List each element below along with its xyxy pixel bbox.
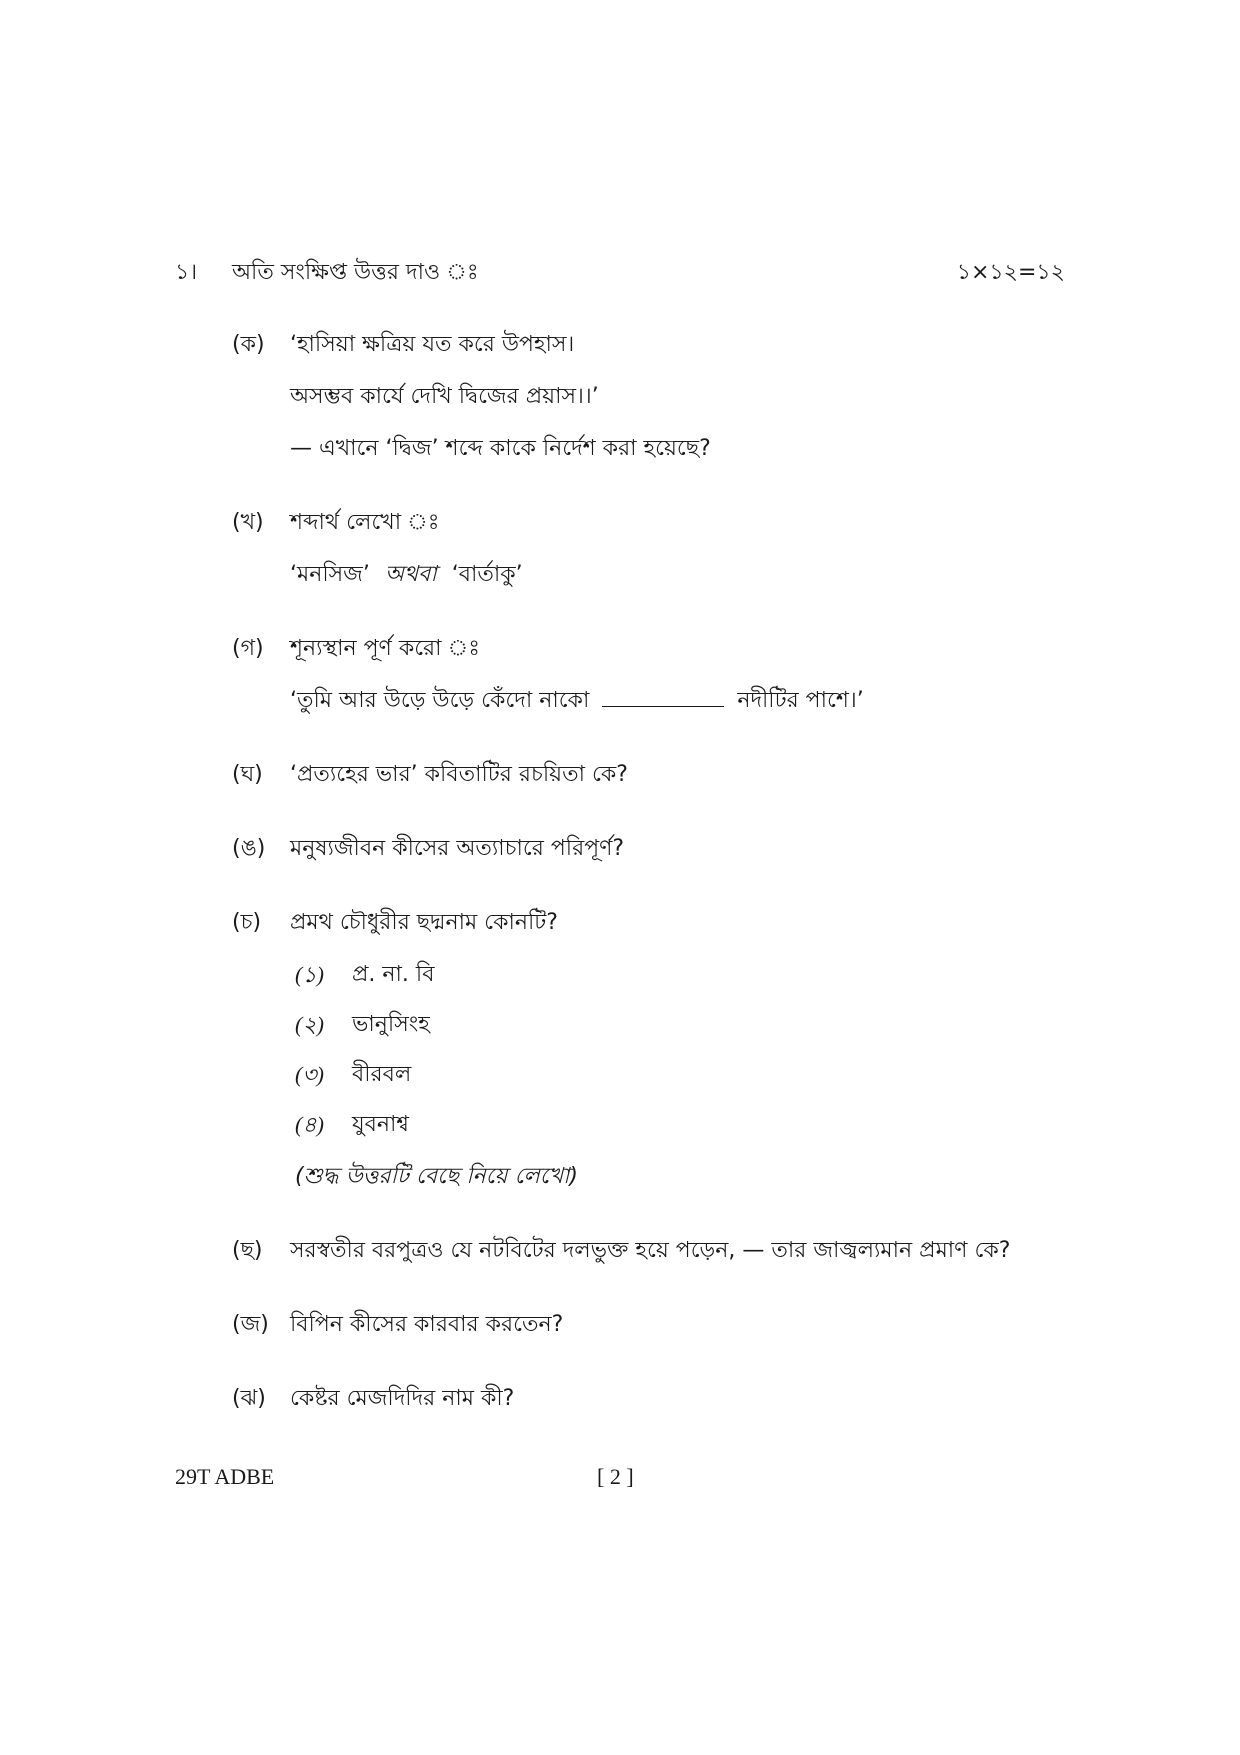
fill-text-after: নদীটির পাশে।’ [737,688,864,713]
question-number: ১। [175,260,198,285]
item-ja-text: বিপিন কীসের কারবার করতেন? [290,1312,564,1337]
paper-code: 29T ADBE [175,1464,275,1489]
item-label-ja: (জ) [232,1312,269,1337]
item-label-uma: (ঙ) [232,836,266,861]
option-text: যুবনাশ্ব [352,1112,409,1137]
item-label-chha: (ছ) [232,1238,263,1263]
item-label-ga: (গ) [232,636,264,661]
option-number: (৪) [295,1112,324,1137]
word-two: ‘বার্তাকু’ [451,562,523,587]
item-chha-text: সরস্বতীর বরপুত্রও যে নটবিটের দলভুক্ত হয়ে পড়েন, — তার জাজ্বল্যমান প্রমাণ কে? [290,1238,1011,1263]
fill-in-blank [602,686,724,707]
fill-text-before: ‘তুমি আর উড়ে উড়ে কেঁদো নাকো [290,688,590,713]
or-word: অথবা [384,562,437,587]
item-uma-text: মনুষ্যজীবন কীসের অত্যাচারে পরিপূর্ণ? [290,836,625,861]
item-ga-line2 [290,686,864,716]
item-ga-line1: শূন্যস্থান পূর্ণ করো ঃ [290,636,480,661]
word-one: ‘মনসিজ’ [290,562,370,587]
marks-allocation: ১×১২=১২ [956,260,1065,285]
question-heading: অতি সংক্ষিপ্ত উত্তর দাও ঃ [232,260,479,285]
item-cha-text: প্রমথ চৌধুরীর ছদ্মনাম কোনটি? [290,910,558,935]
option-text: ভানুসিংহ [352,1012,430,1037]
item-kha-words [290,560,523,590]
item-label-kha: (খ) [232,510,264,535]
item-gha-text: ‘প্রত্যহের ভার’ কবিতাটির রচয়িতা কে? [290,762,628,787]
choose-instruction: (শুদ্ধ উত্তরটি বেছে নিয়ে লেখো) [295,1164,579,1189]
item-ka-line2: অসম্ভব কার্যে দেখি দ্বিজের প্রয়াস।।’ [290,384,599,409]
option-number: (২) [295,1012,324,1037]
item-label-jha: (ঝ) [232,1386,266,1411]
item-label-cha: (চ) [232,910,262,935]
item-ka-line3: — এখানে ‘দ্বিজ’ শব্দে কাকে নির্দেশ করা হয়েছে? [290,436,711,461]
item-kha-line1: শব্দার্থ লেখো ঃ [290,510,440,535]
option-text: বীরবল [352,1062,412,1087]
page-number: [ 2 ] [597,1464,634,1489]
item-jha-text: কেষ্টর মেজদিদির নাম কী? [290,1386,515,1411]
item-label-ka: (ক) [232,332,265,357]
option-text: প্র. না. বি [352,962,435,987]
item-ka-line1: ‘হাসিয়া ক্ষত্রিয় যত করে উপহাস। [290,332,575,357]
item-label-gha: (ঘ) [232,762,263,787]
option-number: (১) [295,962,324,987]
option-number: (৩) [295,1062,324,1087]
